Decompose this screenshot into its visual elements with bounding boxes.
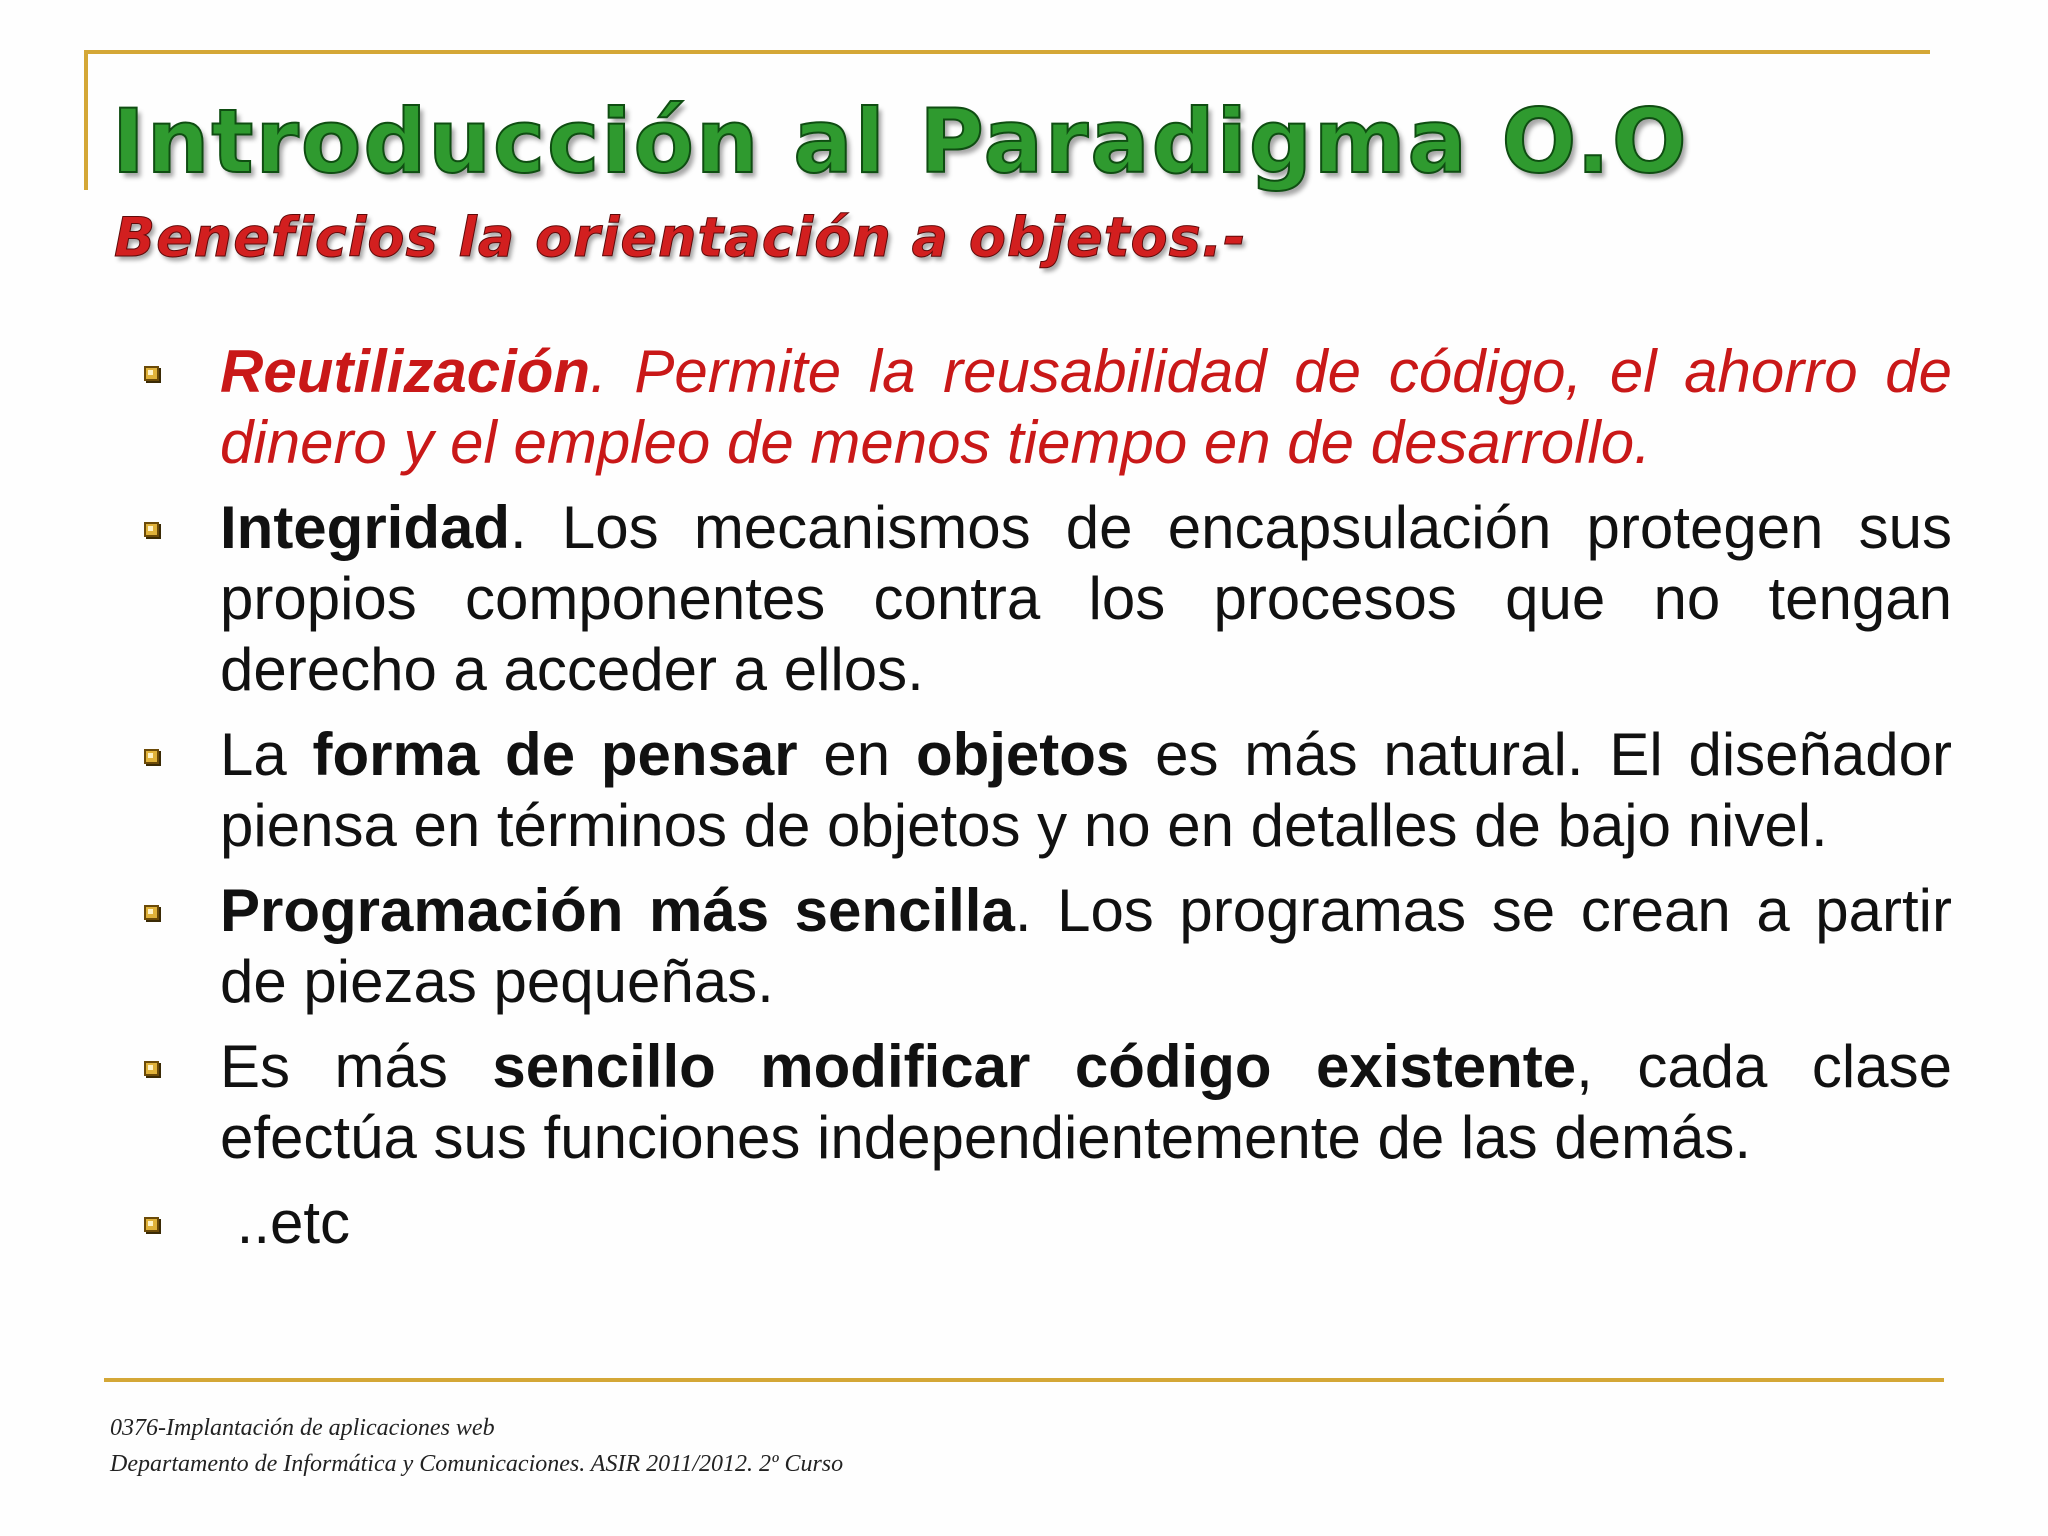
square-bullet-icon <box>144 1061 159 1076</box>
slide-title: Introducción al Paradigma O.O <box>112 90 1689 193</box>
bullet-term: objetos <box>915 721 1130 788</box>
square-bullet-icon <box>144 1217 159 1232</box>
bullet-programacion <box>140 875 1952 1017</box>
bullet-text: La <box>220 721 313 788</box>
slide-subtitle: Beneficios la orientación a objetos.- <box>114 206 1247 269</box>
square-bullet-icon <box>144 905 159 920</box>
bullet-text: . Los programas se crean a partir de piezas pequeñas. <box>220 877 1952 1015</box>
bullet-text: en <box>797 721 916 788</box>
bullet-term: sencillo modificar código existente <box>492 1033 1577 1100</box>
footer <box>110 1410 843 1482</box>
bullet-text: Es más <box>220 1033 493 1100</box>
bullet-modificar-codigo <box>140 1031 1952 1173</box>
bullet-text: es más natural. El diseñador piensa en términos de objetos y no en detalles de bajo nivel. <box>220 721 1952 859</box>
bullet-text: . Los mecanismos de encapsulación protegen sus propios componentes contra los procesos que no tengan derecho a acceder a ellos. <box>220 494 1952 703</box>
bullet-term: Reutilización <box>220 338 591 405</box>
bullet-term: forma de pensar <box>312 721 798 788</box>
top-rule <box>84 50 1930 54</box>
square-bullet-icon <box>144 366 159 381</box>
bullet-integridad <box>140 492 1952 705</box>
footer-line-department: Departamento de Informática y Comunicaciones. ASIR 2011/2012. 2º Curso <box>110 1451 844 1477</box>
bullet-etc <box>140 1187 1952 1258</box>
bullet-term: Integridad <box>220 494 511 561</box>
bullet-term: Programación más sencilla <box>220 877 1015 944</box>
left-rule <box>84 50 88 190</box>
bullet-list <box>140 336 1952 1272</box>
square-bullet-icon <box>144 749 159 764</box>
bullet-text: , cada clase efectúa sus funciones independientemente de las demás. <box>220 1033 1952 1171</box>
bullet-reutilizacion <box>140 336 1952 478</box>
bullet-text: ..etc <box>220 1189 351 1256</box>
bullet-forma-de-pensar <box>140 719 1952 861</box>
square-bullet-icon <box>144 522 159 537</box>
bullet-text: . Permite la reusabilidad de código, el ahorro de dinero y el empleo de menos tiempo en de desarrollo. <box>220 338 1952 476</box>
footer-line-course: 0376-Implantación de aplicaciones web <box>110 1415 495 1441</box>
footer-rule <box>104 1378 1944 1382</box>
